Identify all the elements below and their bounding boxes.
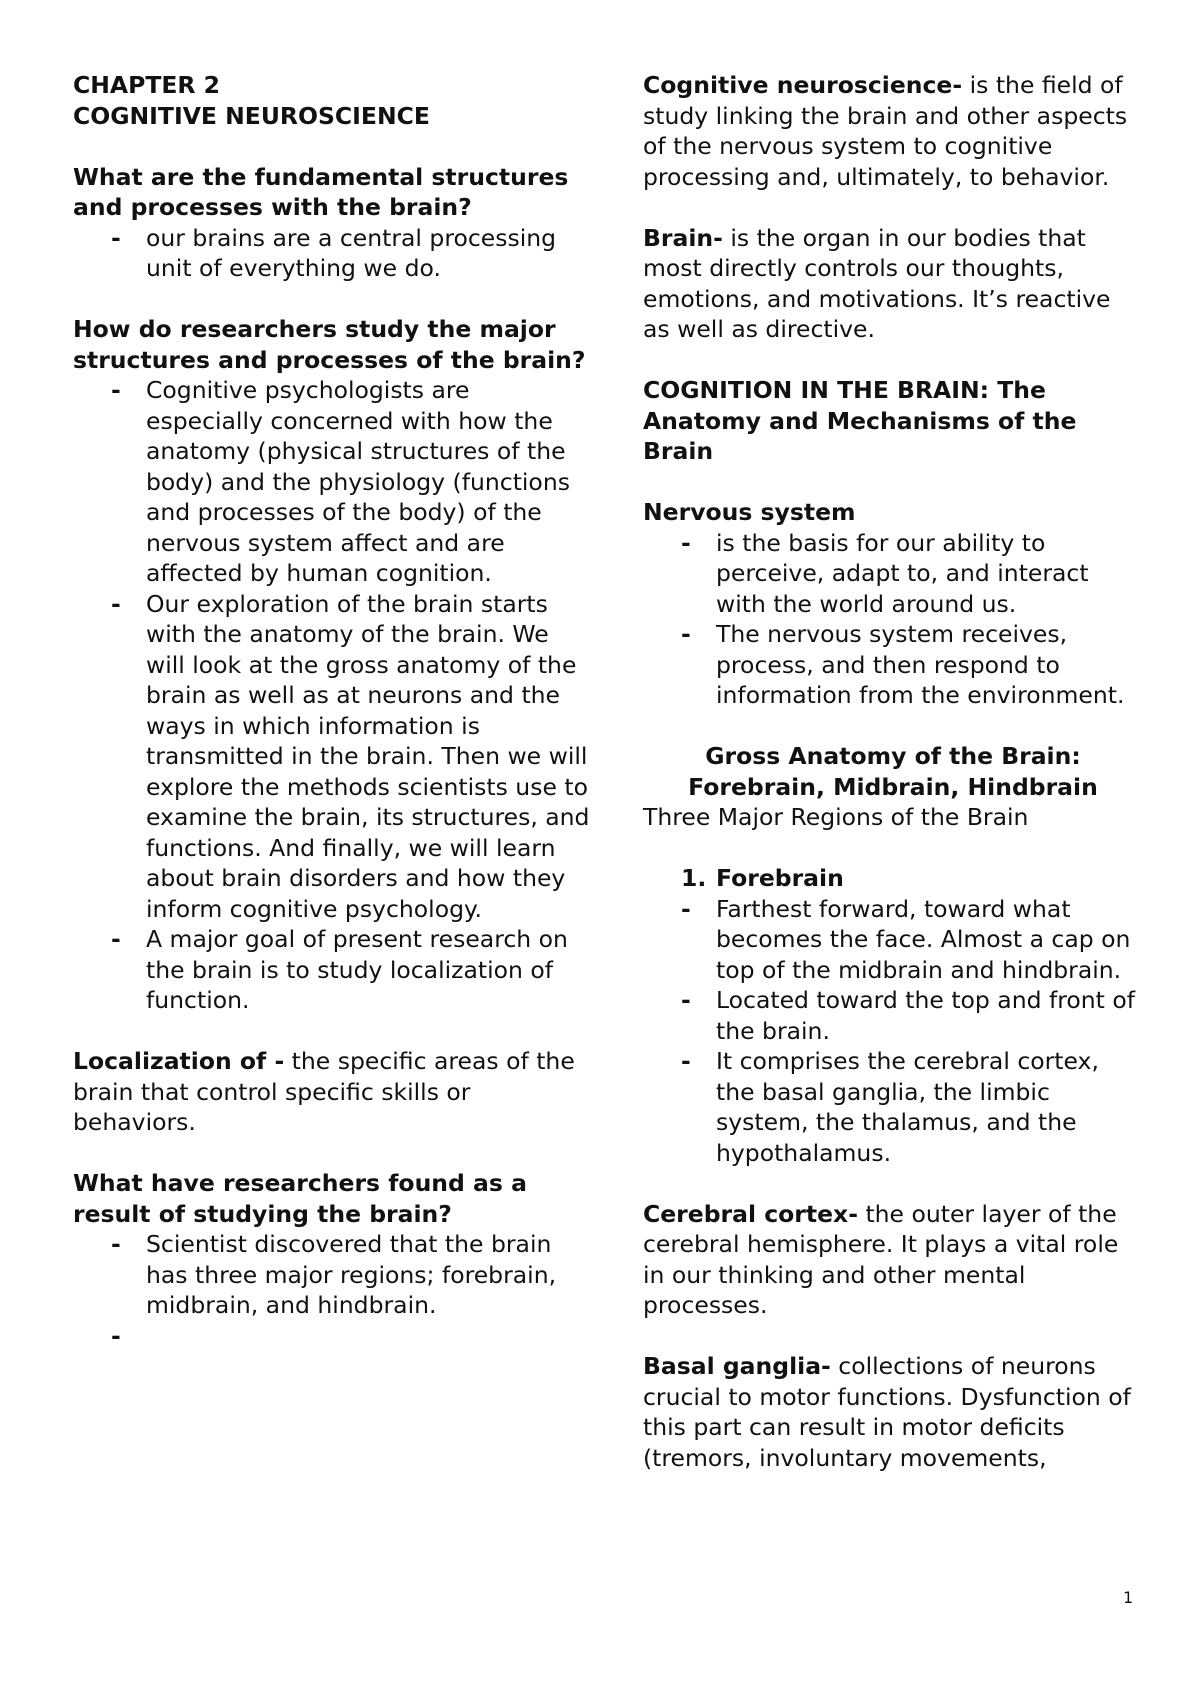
term: Cognitive neuroscience- bbox=[643, 71, 963, 99]
bullet-list bbox=[73, 223, 593, 284]
bullet-list bbox=[73, 1229, 593, 1351]
definition-text: collections of neurons crucial to motor functions. Dysfunction of this part can result in motor deficits (tremors, involuntary movements, bbox=[643, 1352, 1131, 1472]
chapter-label: CHAPTER 2 bbox=[73, 71, 221, 99]
right-column bbox=[643, 70, 1143, 1473]
definition-cerebral-cortex bbox=[643, 1199, 1143, 1321]
list-item: - It comprises the cerebral cortex, the basal ganglia, the limbic system, the thalamus, and the hypothalamus. bbox=[643, 1046, 1143, 1168]
gross-anatomy-heading-line2: Forebrain, Midbrain, Hindbrain bbox=[688, 772, 1098, 801]
list-item: - our brains are a central processing unit of everything we do. bbox=[73, 223, 593, 284]
list-item: - Farthest forward, toward what becomes the face. Almost a cap on top of the midbrain and hindbrain. bbox=[643, 894, 1143, 986]
bullet-list bbox=[643, 528, 1143, 711]
term: Basal ganglia- bbox=[643, 1352, 831, 1380]
section-heading: COGNITION IN THE BRAIN: The Anatomy and Mechanisms of the Brain bbox=[643, 376, 1077, 465]
list-item-empty bbox=[73, 1321, 593, 1352]
definition-basal-ganglia bbox=[643, 1351, 1143, 1473]
question-fundamental-structures: What are the fundamental structures and processes with the brain? bbox=[73, 162, 569, 221]
definition-text: is the organ in our bodies that most directly controls our thoughts, emotions, and motivations. It’s reactive as well as directive. bbox=[643, 223, 1111, 343]
gross-anatomy-heading-line1: Gross Anatomy of the Brain: bbox=[705, 742, 1081, 770]
definition-text: the specific areas of the brain that control specific skills or behaviors. bbox=[73, 1047, 575, 1136]
nervous-system-heading: Nervous system bbox=[643, 498, 856, 526]
list-item: - The nervous system receives, process, and then respond to information from the environment. bbox=[643, 619, 1143, 711]
forebrain-heading bbox=[643, 863, 1143, 894]
definition-text: the outer layer of the cerebral hemisphere. It plays a vital role in our thinking and other mental processes. bbox=[643, 1199, 1119, 1319]
three-regions-subtitle: Three Major Regions of the Brain bbox=[643, 803, 1029, 831]
definition-localization bbox=[73, 1046, 593, 1138]
definition-cognitive-neuroscience bbox=[643, 70, 1143, 192]
list-item: - Cognitive psychologists are especially concerned with how the anatomy (physical structures of the body) and the physiology (functions and processes of the body) of the nervous system affect and are affected by human cognition. bbox=[73, 375, 593, 589]
term: Localization of - bbox=[73, 1047, 285, 1075]
term: Brain- bbox=[643, 223, 723, 252]
term: Cerebral cortex- bbox=[643, 1199, 858, 1228]
forebrain-label: Forebrain bbox=[716, 864, 844, 892]
chapter-title: COGNITIVE NEUROSCIENCE bbox=[73, 101, 430, 130]
list-number: 1. bbox=[681, 864, 707, 892]
definition-brain bbox=[643, 223, 1143, 345]
left-column bbox=[73, 70, 593, 1351]
list-item: - Scientist discovered that the brain has three major regions; forebrain, midbrain, and hindbrain. bbox=[73, 1229, 593, 1321]
list-item: - Located toward the top and front of the brain. bbox=[643, 985, 1143, 1046]
list-item: - is the basis for our ability to perceive, adapt to, and interact with the world around us. bbox=[643, 528, 1143, 620]
definition-text: is the field of study linking the brain and other aspects of the nervous system to cognitive processing and, ultimately, to behavior. bbox=[643, 71, 1128, 191]
bullet-list bbox=[643, 894, 1143, 1169]
question-how-researchers-study: How do researchers study the major structures and processes of the brain? bbox=[73, 315, 586, 374]
list-item: - Our exploration of the brain starts with the anatomy of the brain. We will look at the gross anatomy of the brain as well as at neurons and the ways in which information is transmitted in the brain. Then we will explore the methods scientists use to examine the brain, its structures, and functions. And finally, we will learn about brain disorders and how they inform cognitive psychology. bbox=[73, 589, 593, 925]
list-item: - A major goal of present research on the brain is to study localization of function. bbox=[73, 924, 593, 1016]
page-number: 1 bbox=[1123, 1588, 1134, 1607]
question-what-researchers-found: What have researchers found as a result of studying the brain? bbox=[73, 1169, 527, 1228]
bullet-list bbox=[73, 375, 593, 1016]
